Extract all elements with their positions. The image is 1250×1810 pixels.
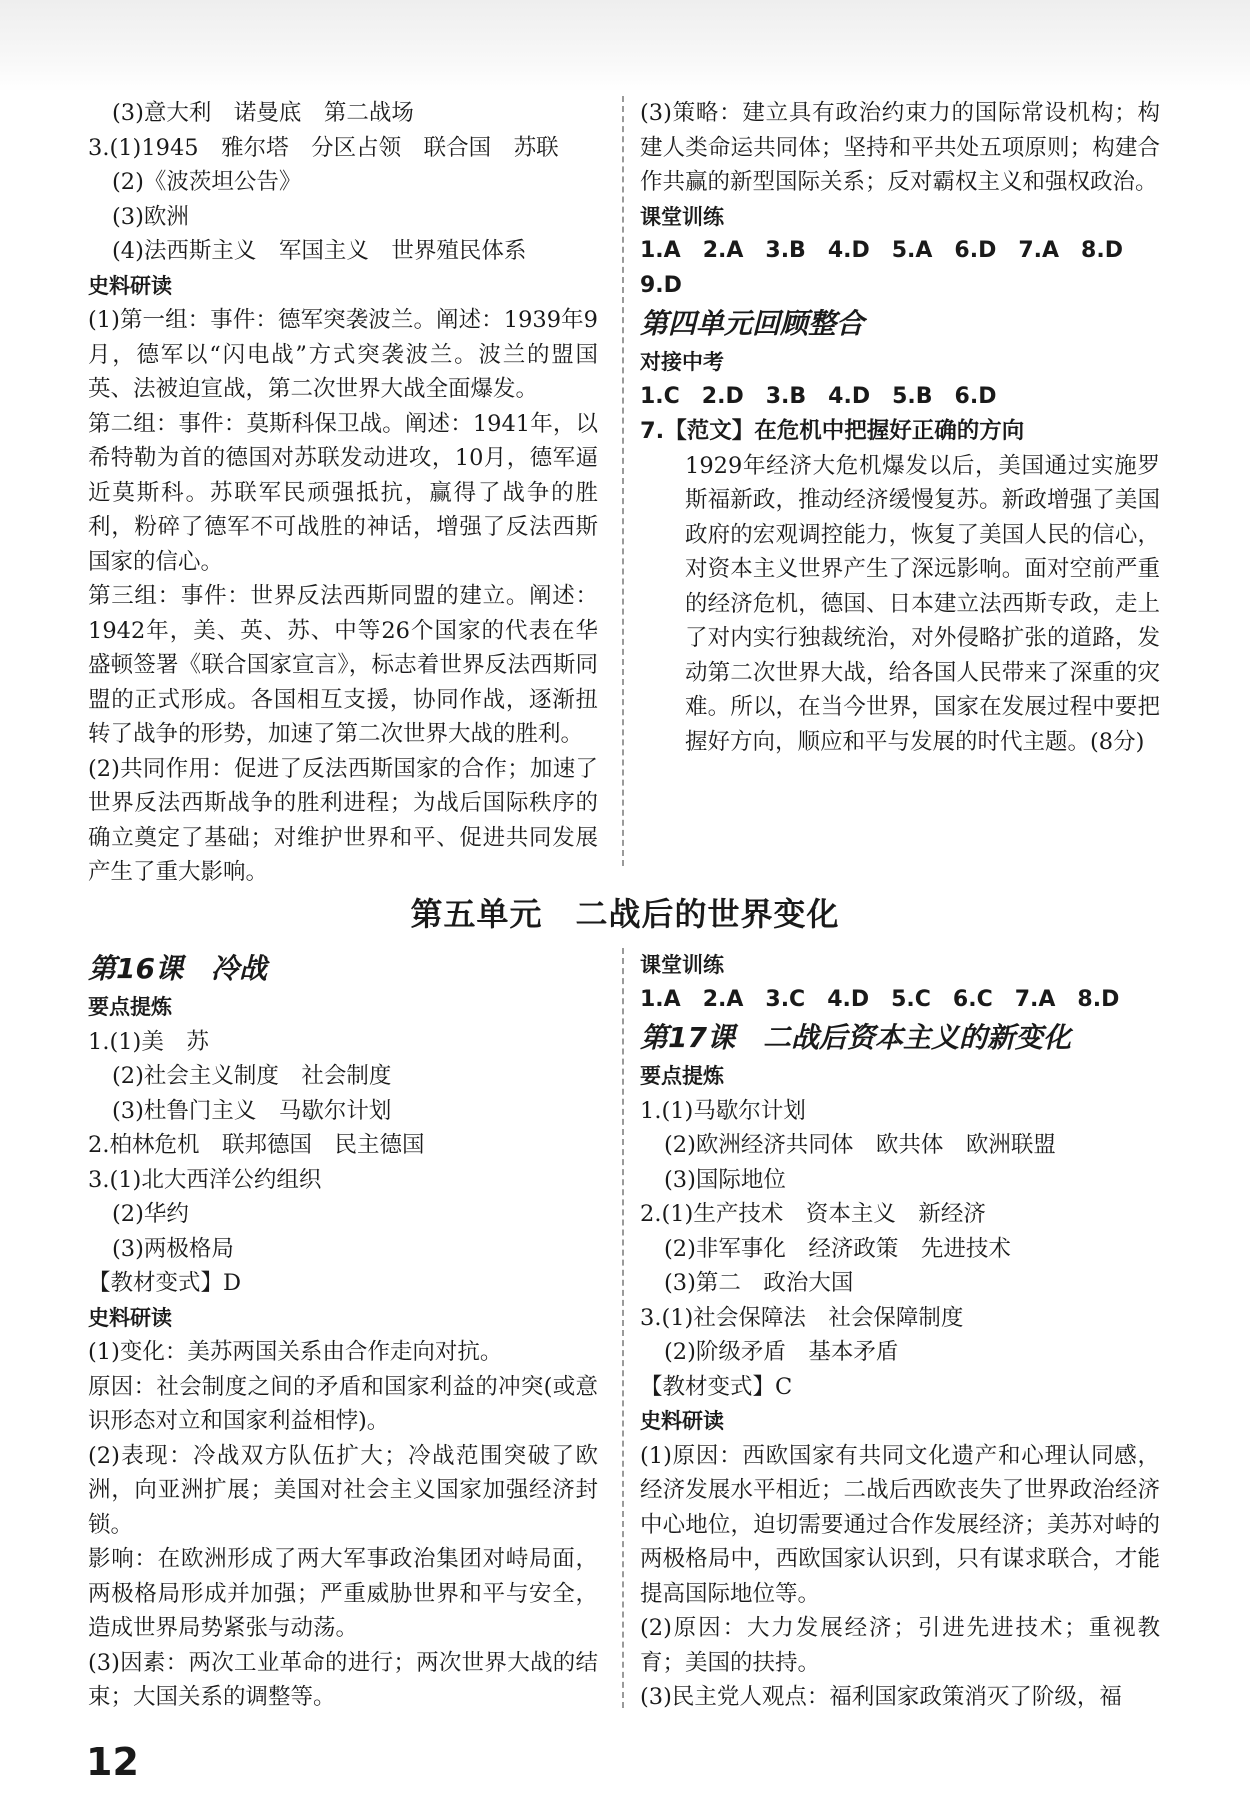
text-line: (3)意大利 诺曼底 第二战场 (112, 100, 414, 126)
text-line: (3)民主党人观点：福利国家政策消灭了阶级，福 (640, 1684, 1122, 1710)
page-number: 12 (86, 1740, 139, 1784)
section-heading: 要点提炼 (640, 1064, 724, 1088)
right-column-top (640, 96, 1160, 759)
section-heading: 史料研读 (88, 273, 172, 298)
text-line: 【教材变式】C (640, 1373, 793, 1400)
text-line: 2.柏林危机 联邦德国 民主德国 (88, 1132, 425, 1158)
right-column-bottom (640, 948, 1160, 1715)
text-line: (2)表现：冷战双方队伍扩大；冷战范围突破了欧洲，向亚洲扩展；美国对社会主义国家加强经济封锁。 (88, 1442, 598, 1538)
text-line: (2)非军事化 经济政策 先进技术 (664, 1235, 1011, 1262)
text-line: 第二组：事件：莫斯科保卫战。阐述：1941年，以希特勒为首的德国对苏联发动进攻，10月，德军逼近莫斯科。苏联军民顽强抵抗，赢得了战争的胜利，粉碎了德军不可战胜的神话，增强了反法西斯国家的信心。 (88, 410, 598, 575)
left-column-top (88, 96, 598, 890)
text-line: 1.(1)美 苏 (88, 1028, 209, 1055)
text-line: (3)策略：建立具有政治约束力的国际常设机构；构建人类命运共同体；坚持和平共处五项原则；构建合作共赢的新型国际关系；反对霸权主义和强权政治。 (640, 100, 1160, 195)
text-line: (3)两极格局 (112, 1235, 234, 1262)
text-line: (2)原因：大力发展经济；引进先进技术；重视教育；美国的扶持。 (640, 1615, 1160, 1676)
left-column-bottom (88, 948, 598, 1715)
header-band (0, 0, 1250, 92)
column-divider-bottom (622, 948, 624, 1708)
text-line: 3.(1)社会保障法 社会保障制度 (640, 1304, 964, 1331)
answer-key: 9.D (640, 272, 682, 298)
text-line: (3)杜鲁门主义 马歇尔计划 (112, 1097, 392, 1124)
text-line: 【教材变式】D (88, 1270, 242, 1296)
section-heading: 要点提炼 (88, 995, 172, 1019)
section-heading: 史料研读 (640, 1409, 724, 1433)
answer-key: 1.A 2.A 3.B 4.D 5.A 6.D 7.A 8.D (640, 238, 1123, 263)
text-line: (1)第一组：事件：德军突袭波兰。阐述：1939年9月，德军以“闪电战”方式突袭波兰。波兰的盟国英、法被迫宣战，第二次世界大战全面爆发。 (88, 307, 598, 402)
text-line: 影响：在欧洲形成了两大军事政治集团对峙局面，两极格局形成并加强；严重威胁世界和平与安全，造成世界局势紧张与动荡。 (88, 1546, 598, 1641)
text-line: 2.(1)生产技术 资本主义 新经济 (640, 1201, 986, 1227)
text-line: (2)欧洲经济共同体 欧共体 欧洲联盟 (664, 1132, 1056, 1158)
unit5-title: 第五单元 二战后的世界变化 (410, 895, 840, 933)
text-line: (1)变化：美苏两国关系由合作走向对抗。 (88, 1339, 503, 1365)
text-line: 3.(1)北大西洋公约组织 (88, 1166, 322, 1193)
column-divider-top (622, 96, 624, 866)
text-line: 3.(1)1945 雅尔塔 分区占领 联合国 苏联 (88, 134, 559, 161)
answer-key: 1.C 2.D 3.B 4.D 5.B 6.D (640, 383, 997, 409)
answer-key: 1.A 2.A 3.C 4.D 5.C 6.C 7.A 8.D (640, 986, 1120, 1012)
section-heading: 史料研读 (88, 1305, 172, 1330)
text-line: 1.(1)马歇尔计划 (640, 1097, 806, 1124)
text-line: (2)社会主义制度 社会制度 (112, 1063, 392, 1089)
text-line: (3)国际地位 (664, 1166, 786, 1193)
text-line: (2)阶级矛盾 基本矛盾 (664, 1339, 899, 1365)
section-heading: 课堂训练 (640, 953, 724, 977)
lesson-title: 第16课 冷战 (88, 952, 267, 985)
essay-heading: 7.【范文】在危机中把握好正确的方向 (640, 418, 1025, 444)
text-line: 原因：社会制度之间的矛盾和国家利益的冲突(或意识形态对立和国家利益相悖)。 (88, 1373, 598, 1434)
lesson-title: 第17课 二战后资本主义的新变化 (640, 1021, 1071, 1054)
text-line: (3)欧洲 (112, 203, 189, 230)
text-line: (1)原因：西欧国家有共同文化遗产和心理认同感，经济发展水平相近；二战后西欧丧失了世界政治经济中心地位，迫切需要通过合作发展经济；美苏对峙的两极格局中，西欧国家认识到，只有谋求联合，才能提高国际地位等。 (640, 1442, 1160, 1607)
text-line: (4)法西斯主义 军国主义 世界殖民体系 (112, 238, 527, 264)
text-line: (3)第二 政治大国 (664, 1270, 854, 1296)
text-line: (2)共同作用：促进了反法西斯国家的合作；加速了世界反法西斯战争的胜利进程；为战后国际秩序的确立奠定了基础；对维护世界和平、促进共同发展产生了重大影响。 (88, 755, 598, 885)
section-heading: 对接中考 (640, 350, 724, 374)
lesson-title: 第四单元回顾整合 (640, 307, 865, 340)
text-line: (2)《波茨坦公告》 (112, 169, 302, 195)
section-heading: 课堂训练 (640, 204, 724, 229)
text-line: (3)因素：两次工业革命的进行；两次世界大战的结束；大国关系的调整等。 (88, 1649, 598, 1710)
text-line: 1929年经济大危机爆发以后，美国通过实施罗斯福新政，推动经济缓慢复苏。新政增强了美国政府的宏观调控能力，恢复了美国人民的信心，对资本主义世界产生了深远影响。面对空前严重的经济危机，德国、日本建立法西斯专政，走上了对内实行独裁统治，对外侵略扩张的道路，发动第二次世界大战，给各国人民带来了深重的灾难。所以，在当今世界，国家在发展过程中要把握好方向，顺应和平与发展的时代主题。(8分) (685, 452, 1160, 755)
text-line: 第三组：事件：世界反法西斯同盟的建立。阐述：1942年，美、英、苏、中等26个国家的代表在华盛顿签署《联合国家宣言》，标志着世界反法西斯同盟的正式形成。各国相互支援，协同作战，逐渐扭转了战争的形势，加速了第二次世界大战的胜利。 (88, 583, 598, 747)
text-line: (2)华约 (112, 1201, 189, 1227)
